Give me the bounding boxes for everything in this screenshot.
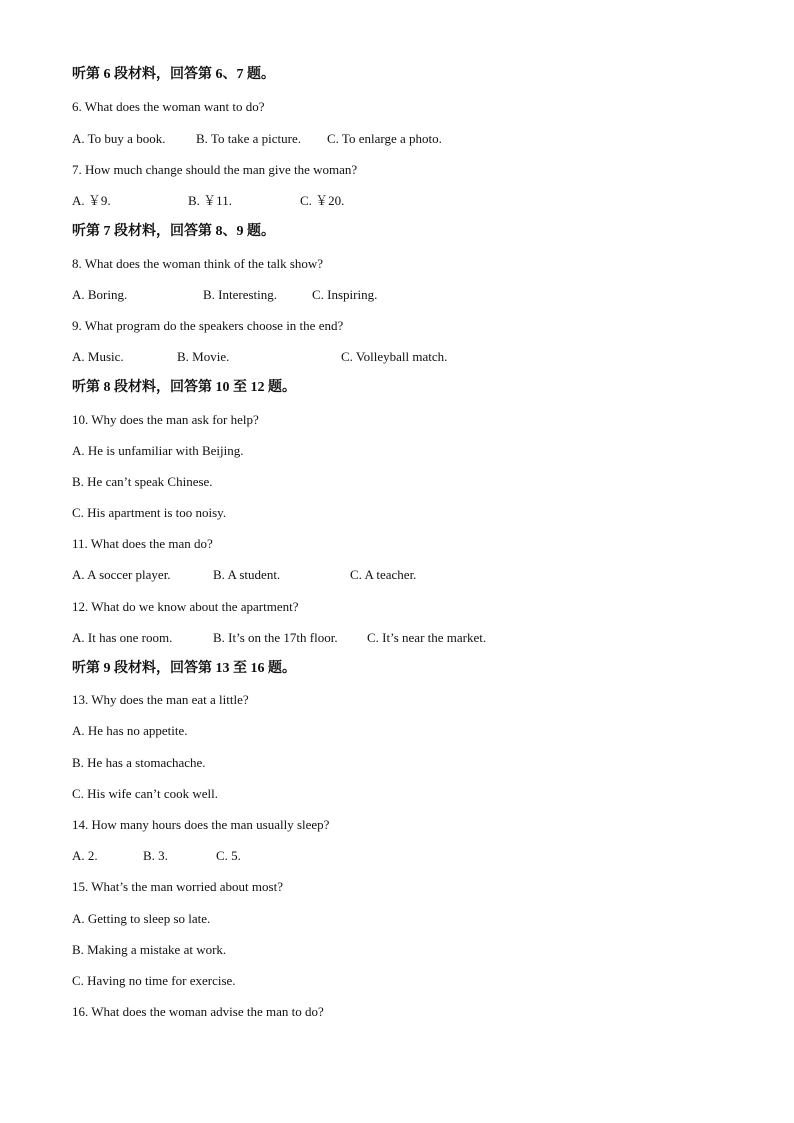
option-a: A. A soccer player.: [72, 567, 171, 582]
option-a: A. 2.: [72, 848, 98, 863]
option-c: C. ￥20.: [300, 193, 345, 208]
option-c: C. To enlarge a photo.: [327, 131, 442, 146]
question-7: 7. How much change should the man give the woman?: [72, 162, 358, 177]
section-7-heading: 听第 7 段材料，回答第 8、9 题。: [72, 224, 275, 239]
question-10: 10. Why does the man ask for help?: [72, 412, 259, 427]
question-8: 8. What does the woman think of the talk show?: [72, 256, 324, 271]
option-a: A. It has one room.: [72, 630, 173, 645]
option-a: A. Music.: [72, 349, 124, 364]
option-a: A. ￥9.: [72, 193, 111, 208]
option-b: B. It’s on the 17th floor.: [213, 630, 338, 645]
option-b: B. A student.: [213, 567, 281, 582]
section-6-heading: 听第 6 段材料，回答第 6、7 题。: [72, 67, 275, 82]
section-9-heading: 听第 9 段材料，回答第 13 至 16 题。: [72, 661, 296, 676]
question-12: 12. What do we know about the apartment?: [72, 599, 299, 614]
option-b: B. To take a picture.: [196, 131, 301, 146]
question-13-option-c: C. His wife can’t cook well.: [72, 786, 218, 801]
option-a: A. Boring.: [72, 287, 128, 302]
question-10-option-a: A. He is unfamiliar with Beijing.: [72, 443, 244, 458]
question-10-option-c: C. His apartment is too noisy.: [72, 505, 227, 520]
question-10-option-b: B. He can’t speak Chinese.: [72, 474, 213, 489]
option-a: A. To buy a book.: [72, 131, 166, 146]
option-c: C. It’s near the market.: [367, 630, 487, 645]
option-b: B. Interesting.: [203, 287, 278, 302]
question-13: 13. Why does the man eat a little?: [72, 692, 249, 707]
option-b: B. 3.: [143, 848, 168, 863]
question-15-option-c: C. Having no time for exercise.: [72, 973, 236, 988]
question-9: 9. What program do the speakers choose in the end?: [72, 318, 344, 333]
question-16: 16. What does the woman advise the man to do?: [72, 1004, 324, 1019]
option-c: C. Inspiring.: [312, 287, 378, 302]
option-c: C. Volleyball match.: [341, 349, 448, 364]
question-15-option-b: B. Making a mistake at work.: [72, 942, 227, 957]
option-b: B. Movie.: [177, 349, 230, 364]
question-15-option-a: A. Getting to sleep so late.: [72, 911, 211, 926]
option-b: B. ￥11.: [188, 193, 232, 208]
option-c: C. 5.: [216, 848, 241, 863]
question-14: 14. How many hours does the man usually sleep?: [72, 817, 330, 832]
option-c: C. A teacher.: [350, 567, 417, 582]
question-15: 15. What’s the man worried about most?: [72, 879, 283, 894]
question-13-option-a: A. He has no appetite.: [72, 723, 188, 738]
question-13-option-b: B. He has a stomachache.: [72, 755, 206, 770]
question-6: 6. What does the woman want to do?: [72, 99, 265, 114]
question-11: 11. What does the man do?: [72, 536, 213, 551]
section-8-heading: 听第 8 段材料，回答第 10 至 12 题。: [72, 380, 296, 395]
